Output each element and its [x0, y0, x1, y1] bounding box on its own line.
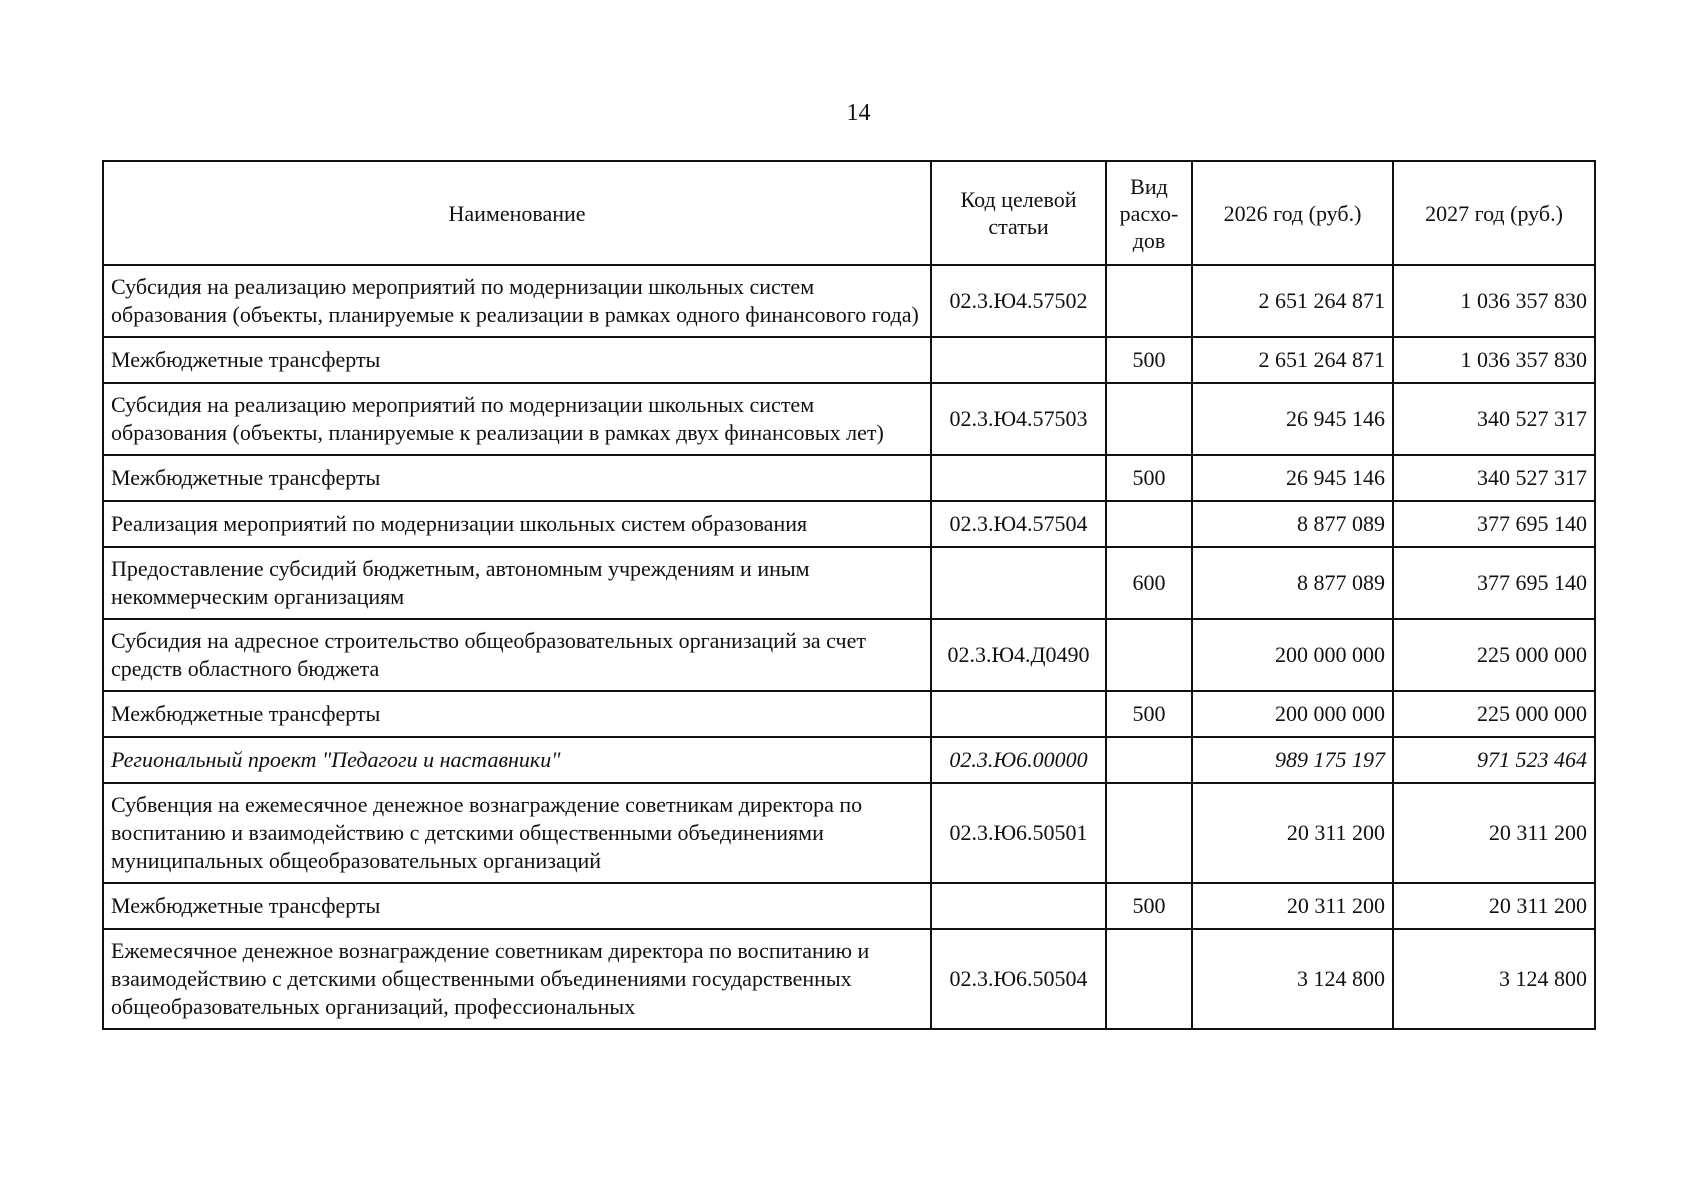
cell-code: [931, 691, 1106, 737]
cell-expense-type: 500: [1106, 883, 1192, 929]
cell-amount-2027: 377 695 140: [1393, 547, 1595, 619]
table-header: [103, 161, 1595, 265]
header-code: [931, 161, 1106, 265]
cell-expense-type: [1106, 619, 1192, 691]
cell-amount-2026: 2 651 264 871: [1192, 337, 1393, 383]
cell-amount-2027: 20 311 200: [1393, 783, 1595, 883]
table-row: [103, 737, 1595, 783]
cell-name: Межбюджетные трансферты: [103, 337, 931, 383]
cell-code: 02.3.Ю6.50504: [931, 929, 1106, 1029]
budget-table: [102, 160, 1596, 1030]
cell-amount-2027: 377 695 140: [1393, 501, 1595, 547]
cell-name: Ежемесячное денежное вознаграждение советникам директора по воспитанию и взаимодействию с детскими общественными объединениями государственных общеобразовательных организаций, профессиональных: [103, 929, 931, 1029]
cell-amount-2026: 26 945 146: [1192, 455, 1393, 501]
cell-expense-type: 500: [1106, 337, 1192, 383]
cell-amount-2026: 200 000 000: [1192, 619, 1393, 691]
cell-amount-2027: 3 124 800: [1393, 929, 1595, 1029]
cell-expense-type: 500: [1106, 455, 1192, 501]
cell-amount-2027: 340 527 317: [1393, 383, 1595, 455]
cell-amount-2026: 8 877 089: [1192, 547, 1393, 619]
table-row: [103, 455, 1595, 501]
cell-name: Субсидия на реализацию мероприятий по модернизации школьных систем образования (объекты, планируемые к реализации в рамках одного финансового года): [103, 265, 931, 337]
header-type: [1106, 161, 1192, 265]
header-name-label: Наименование: [448, 200, 586, 226]
cell-code: 02.3.Ю4.57503: [931, 383, 1106, 455]
cell-name: Субсидия на реализацию мероприятий по модернизации школьных систем образования (объекты, планируемые к реализации в рамках двух финансовых лет): [103, 383, 931, 455]
cell-amount-2027: 340 527 317: [1393, 455, 1595, 501]
cell-code: [931, 883, 1106, 929]
table-row: [103, 547, 1595, 619]
header-year-2027-label: 2027 год (руб.): [1425, 200, 1563, 226]
cell-expense-type: [1106, 737, 1192, 783]
cell-expense-type: 600: [1106, 547, 1192, 619]
cell-code: 02.3.Ю6.00000: [931, 737, 1106, 783]
cell-expense-type: [1106, 929, 1192, 1029]
header-year-2027: [1393, 161, 1595, 265]
cell-expense-type: 500: [1106, 691, 1192, 737]
cell-code: [931, 337, 1106, 383]
header-year-2026-label: 2026 год (руб.): [1223, 200, 1362, 226]
cell-name: Реализация мероприятий по модернизации школьных систем образования: [103, 501, 931, 547]
cell-name: Региональный проект "Педагоги и наставники": [103, 737, 931, 783]
cell-expense-type: [1106, 383, 1192, 455]
table-body: [103, 265, 1595, 1029]
cell-amount-2027: 1 036 357 830: [1393, 337, 1595, 383]
table-row: [103, 883, 1595, 929]
cell-amount-2027: 225 000 000: [1393, 619, 1595, 691]
header-row: [103, 161, 1595, 265]
cell-amount-2026: 20 311 200: [1192, 883, 1393, 929]
page-number: 14: [846, 100, 871, 126]
header-name: [103, 161, 931, 265]
table-row: [103, 265, 1595, 337]
table-row: [103, 783, 1595, 883]
table-row: [103, 501, 1595, 547]
cell-amount-2026: 20 311 200: [1192, 783, 1393, 883]
cell-expense-type: [1106, 783, 1192, 883]
table-row: [103, 929, 1595, 1029]
cell-amount-2026: 3 124 800: [1192, 929, 1393, 1029]
cell-name: Субвенция на ежемесячное денежное вознаграждение советникам директора по воспитанию и взаимодействию с детскими общественными объединениями муниципальных общеобразовательных организаций: [103, 783, 931, 883]
cell-name: Межбюджетные трансферты: [103, 883, 931, 929]
cell-code: 02.3.Ю4.Д0490: [931, 619, 1106, 691]
table-row: [103, 383, 1595, 455]
cell-name: Межбюджетные трансферты: [103, 455, 931, 501]
cell-name: Межбюджетные трансферты: [103, 691, 931, 737]
table-row: [103, 619, 1595, 691]
cell-amount-2027: 971 523 464: [1393, 737, 1595, 783]
cell-name: Субсидия на адресное строительство общеобразовательных организаций за счет средств областного бюджета: [103, 619, 931, 691]
cell-name: Предоставление субсидий бюджетным, автономным учреждениям и иным некоммерческим организациям: [103, 547, 931, 619]
cell-expense-type: [1106, 501, 1192, 547]
cell-code: 02.3.Ю6.50501: [931, 783, 1106, 883]
cell-amount-2026: 26 945 146: [1192, 383, 1393, 455]
header-year-2026: [1192, 161, 1393, 265]
cell-amount-2027: 1 036 357 830: [1393, 265, 1595, 337]
header-code-label: Код целевой статьи: [960, 187, 1077, 239]
table-row: [103, 337, 1595, 383]
header-type-label: Вид расхо-дов: [1119, 173, 1179, 253]
cell-code: [931, 547, 1106, 619]
table-row: [103, 691, 1595, 737]
cell-amount-2026: 8 877 089: [1192, 501, 1393, 547]
cell-expense-type: [1106, 265, 1192, 337]
cell-amount-2027: 225 000 000: [1393, 691, 1595, 737]
cell-code: 02.3.Ю4.57502: [931, 265, 1106, 337]
cell-code: 02.3.Ю4.57504: [931, 501, 1106, 547]
cell-amount-2027: 20 311 200: [1393, 883, 1595, 929]
cell-amount-2026: 989 175 197: [1192, 737, 1393, 783]
cell-amount-2026: 200 000 000: [1192, 691, 1393, 737]
cell-code: [931, 455, 1106, 501]
cell-amount-2026: 2 651 264 871: [1192, 265, 1393, 337]
